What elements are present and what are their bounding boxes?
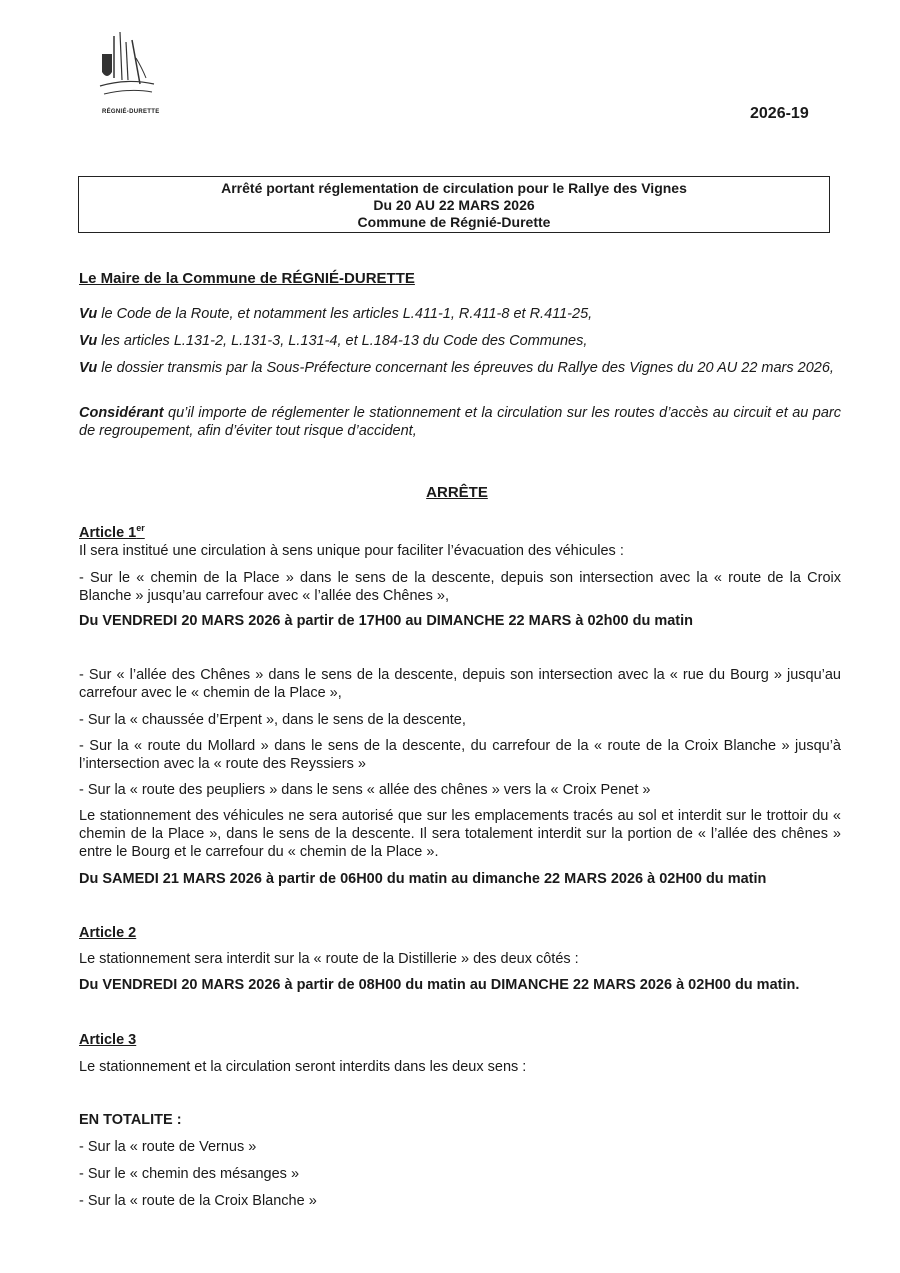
article-1-intro: Il sera institué une circulation à sens unique pour faciliter l’évacuation des véhicules : <box>79 543 624 559</box>
vu-paragraph-2: Vu les articles L.131-2, L.131-3, L.131-4, et L.184-13 du Code des Communes, <box>79 333 588 349</box>
article-3-item-2: - Sur le « chemin des mésanges » <box>79 1166 300 1182</box>
article-1-item-3: - Sur la « chaussée d’Erpent », dans le sens de la descente, <box>79 712 466 728</box>
article-1-item-5: - Sur la « route des peupliers » dans le sens « allée des chênes » vers la « Croix Penet » <box>79 782 651 798</box>
commune-logo-icon <box>92 28 162 108</box>
considerant-label: Considérant <box>79 405 164 421</box>
en-totalite-heading: EN TOTALITE : <box>79 1112 182 1128</box>
article-2-text: Le stationnement sera interdit sur la « route de la Distillerie » des deux côtés : <box>79 951 579 967</box>
considerant-paragraph: Considérant qu’il importe de réglementer le stationnement et la circulation sur les routes d’accès au circuit et au parc de regroupement, afin d’éviter tout risque d’accident, <box>79 405 841 439</box>
article-1-heading: Article 1er <box>79 523 145 541</box>
article-3-item-3: - Sur la « route de la Croix Blanche » <box>79 1193 317 1209</box>
article-1-period-2: Du SAMEDI 21 MARS 2026 à partir de 06H00 du matin au dimanche 22 MARS 2026 à 02H00 du matin <box>79 871 767 887</box>
maire-heading: Le Maire de la Commune de RÉGNIÉ-DURETTE <box>79 270 415 287</box>
vu-label: Vu <box>79 333 98 349</box>
article-1-period-1: Du VENDREDI 20 MARS 2026 à partir de 17H00 au DIMANCHE 22 MARS à 02h00 du matin <box>79 613 694 629</box>
article-2-period: Du VENDREDI 20 MARS 2026 à partir de 08H00 du matin au DIMANCHE 22 MARS 2026 à 02H00 du matin. <box>79 977 800 993</box>
vu-label: Vu <box>79 360 98 376</box>
title-line-3: Commune de Régnié-Durette <box>357 214 551 230</box>
article-3-heading: Article 3 <box>79 1032 137 1048</box>
title-box <box>78 176 830 233</box>
document-number: 2026-19 <box>750 105 809 122</box>
article-3-item-1: - Sur la « route de Vernus » <box>79 1139 257 1155</box>
article-3-text: Le stationnement et la circulation seront interdits dans les deux sens : <box>79 1059 527 1075</box>
article-1-item-4: - Sur la « route du Mollard » dans le sens de la descente, du carrefour de la « route de la Croix Blanche » jusqu’à l’intersection avec la « route des Reyssiers » <box>79 738 841 772</box>
title-line-1: Arrêté portant réglementation de circulation pour le Rallye des Vignes <box>221 180 687 196</box>
article-1-item-1: - Sur le « chemin de la Place » dans le sens de la descente, depuis son intersection avec la « route de la Croix Blanche » jusqu’au carrefour avec « l’allée des Chênes », <box>79 570 841 604</box>
arrete-heading: ARRÊTE <box>426 484 488 501</box>
article-1-stationnement: Le stationnement des véhicules ne sera autorisé que sur les emplacements tracés au sol et interdit sur le trottoir du « chemin de la Place », dans le sens de la descente. Il sera totalement interdit sur la portion de « l’allée des chênes » entre le Bourg et le carrefour du « chemin de la Place ». <box>79 808 841 860</box>
vu-paragraph-3: Vu le dossier transmis par la Sous-Préfecture concernant les épreuves du Rallye des Vignes du 20 AU 22 mars 2026, <box>79 360 834 376</box>
logo-caption: RÉGNIÉ-DURETTE <box>102 109 160 115</box>
article-2-heading: Article 2 <box>79 925 137 941</box>
article-1-item-2: - Sur « l’allée des Chênes » dans le sens de la descente, depuis son intersection avec la « rue du Bourg » jusqu’au carrefour avec le « chemin de la Place », <box>79 667 841 701</box>
vu-paragraph-1: Vu le Code de la Route, et notamment les articles L.411-1, R.411-8 et R.411-25, <box>79 306 593 322</box>
vu-label: Vu <box>79 306 98 322</box>
title-line-2: Du 20 AU 22 MARS 2026 <box>373 197 535 213</box>
